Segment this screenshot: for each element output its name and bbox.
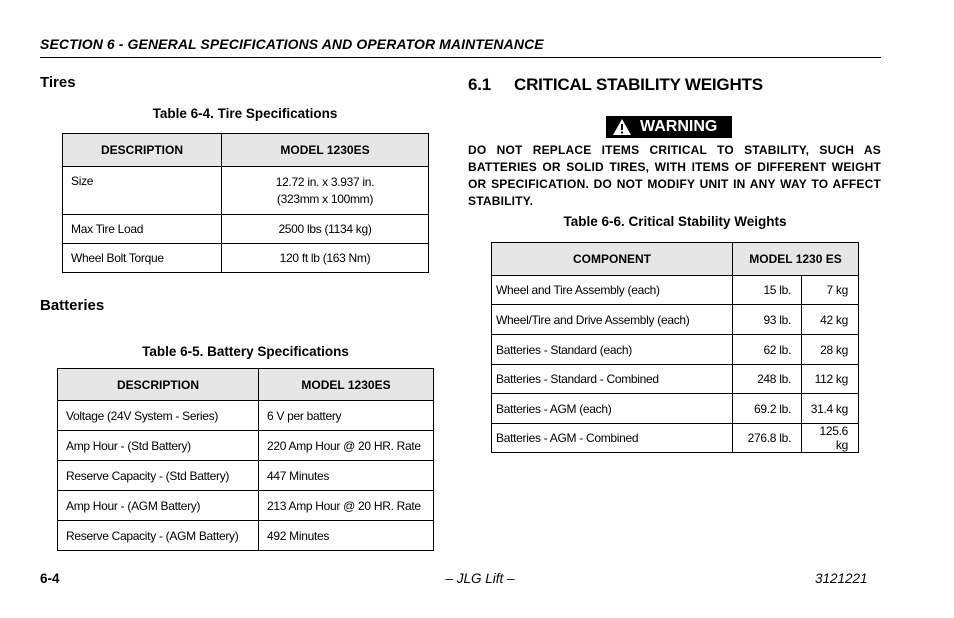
row-label: Batteries - AGM (each) [492, 394, 733, 424]
tire-table-caption: Table 6-4. Tire Specifications [152, 106, 338, 121]
table-row [492, 335, 859, 365]
row-label: Batteries - Standard - Combined [492, 365, 733, 394]
table-row [492, 394, 859, 424]
row-weight-lb: 15 lb. [733, 276, 802, 305]
section-6-1-heading [468, 75, 763, 95]
row-label: Amp Hour - (AGM Battery) [58, 491, 259, 521]
row-label: Wheel Bolt Torque [63, 244, 222, 273]
table-row [58, 521, 434, 551]
column-header: DESCRIPTION [58, 369, 259, 401]
warning-label: WARNING [640, 118, 718, 135]
tires-heading: Tires [40, 74, 76, 91]
table-row [58, 431, 434, 461]
table-row [63, 167, 429, 215]
warning-badge [606, 116, 732, 138]
table-row [492, 365, 859, 394]
row-value: 120 ft lb (163 Nm) [222, 244, 429, 273]
row-weight-kg: 7 kg [802, 276, 859, 305]
column-header: MODEL 1230ES [259, 369, 434, 401]
row-label: Reserve Capacity - (AGM Battery) [58, 521, 259, 551]
row-value: 2500 lbs (1134 kg) [222, 215, 429, 244]
row-weight-kg: 125.6 kg [802, 424, 859, 453]
page-number: 6-4 [40, 571, 60, 586]
row-weight-kg: 42 kg [802, 305, 859, 335]
row-label: Max Tire Load [63, 215, 222, 244]
stability-weights-table [491, 242, 859, 453]
footer-center: – JLG Lift – [445, 571, 515, 586]
tire-spec-table [62, 133, 429, 273]
column-header: MODEL 1230ES [222, 134, 429, 167]
row-label: Voltage (24V System - Series) [58, 401, 259, 431]
table-row [492, 305, 859, 335]
section-number: 6.1 [468, 75, 492, 94]
battery-spec-table [57, 368, 434, 551]
row-value: 447 Minutes [259, 461, 434, 491]
row-weight-kg: 112 kg [802, 365, 859, 394]
row-weight-lb: 69.2 lb. [733, 394, 802, 424]
table-row [63, 215, 429, 244]
column-header: MODEL 1230 ES [733, 243, 859, 276]
warning-text: DO NOT REPLACE ITEMS CRITICAL TO STABILITY, SUCH AS BATTERIES OR SOLID TIRES, WITH ITEMS OF DIFFERENT WEIGHT OR SPECIFICATION. DO NOT MODIFY UNIT IN ANY WAY TO AFFECT STABILITY. [468, 143, 881, 208]
battery-table-caption: Table 6-5. Battery Specifications [142, 344, 349, 359]
column-header: DESCRIPTION [63, 134, 222, 167]
row-value: 492 Minutes [259, 521, 434, 551]
table-row [58, 461, 434, 491]
row-value: 12.72 in. x 3.937 in. [275, 174, 375, 189]
row-value-metric: (323mm x 100mm) [276, 191, 374, 206]
batteries-heading: Batteries [40, 297, 105, 314]
row-label: Amp Hour - (Std Battery) [58, 431, 259, 461]
row-weight-kg: 31.4 kg [802, 394, 859, 424]
row-weight-kg: 28 kg [802, 335, 859, 365]
row-value: 220 Amp Hour @ 20 HR. Rate [259, 431, 434, 461]
row-weight-lb: 62 lb. [733, 335, 802, 365]
column-header: COMPONENT [492, 243, 733, 276]
table-row [492, 424, 859, 453]
row-label: Wheel and Tire Assembly (each) [492, 276, 733, 305]
row-label: Size [63, 167, 222, 215]
table-row [58, 401, 434, 431]
section-header: SECTION 6 - GENERAL SPECIFICATIONS AND OPERATOR MAINTENANCE [40, 36, 881, 58]
warning-triangle-icon [612, 118, 632, 136]
table-row [58, 491, 434, 521]
row-weight-lb: 93 lb. [733, 305, 802, 335]
document-number: 3121221 [815, 571, 868, 586]
stability-table-caption: Table 6-6. Critical Stability Weights [563, 214, 787, 229]
row-weight-lb: 248 lb. [733, 365, 802, 394]
table-row [63, 244, 429, 273]
row-label: Batteries - AGM - Combined [492, 424, 733, 453]
row-value: 6 V per battery [259, 401, 434, 431]
row-weight-lb: 276.8 lb. [733, 424, 802, 453]
row-value: 213 Amp Hour @ 20 HR. Rate [259, 491, 434, 521]
row-label: Batteries - Standard (each) [492, 335, 733, 365]
row-label: Reserve Capacity - (Std Battery) [58, 461, 259, 491]
row-label: Wheel/Tire and Drive Assembly (each) [492, 305, 733, 335]
section-title: CRITICAL STABILITY WEIGHTS [514, 75, 763, 94]
table-row [492, 276, 859, 305]
